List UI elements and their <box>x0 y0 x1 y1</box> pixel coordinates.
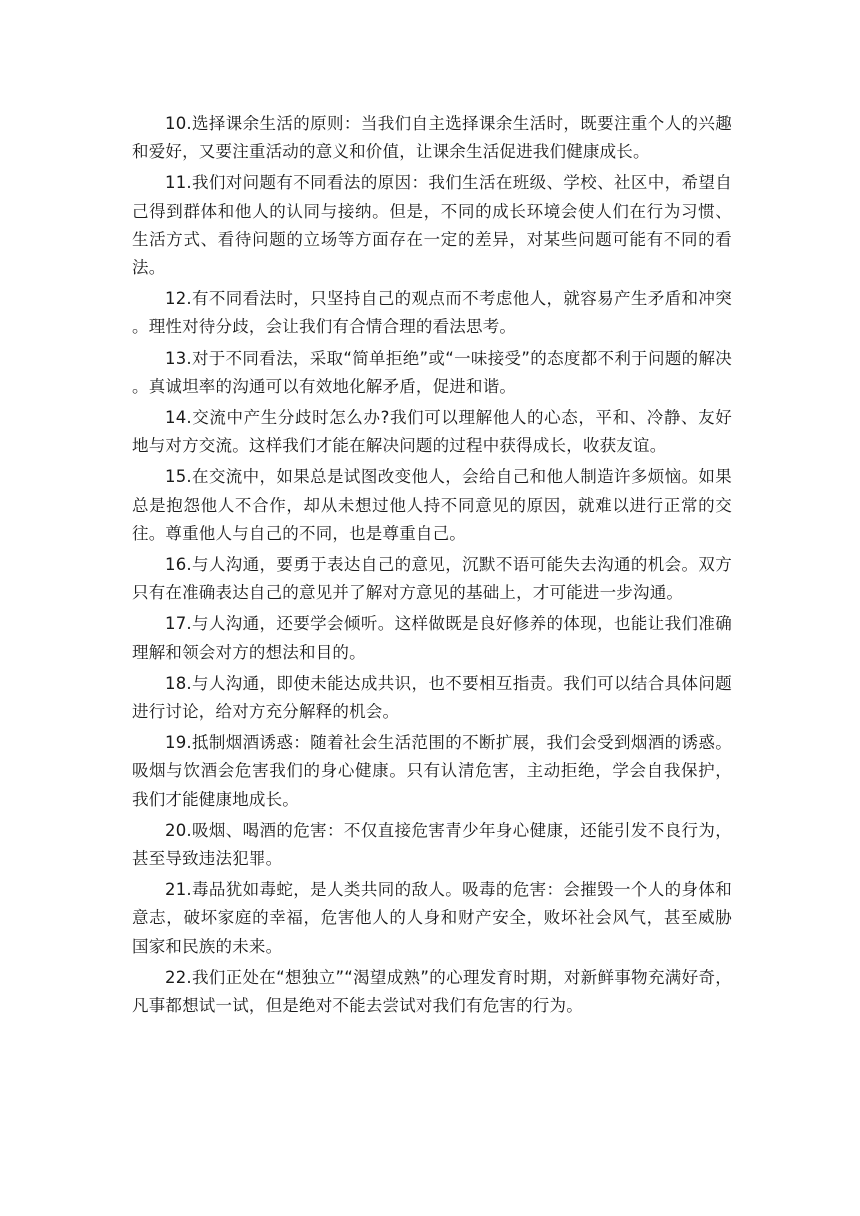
paragraph-13: 13.对于不同看法，采取“简单拒绝”或“一味接受”的态度都不利于问题的解决。真诚坦率的沟通可以有效地化解矛盾，促进和谐。 <box>132 348 732 396</box>
paragraph-17: 17.与人沟通，还要学会倾听。这样做既是良好修养的体现，也能让我们准确理解和领会对方的想法和目的。 <box>132 614 732 662</box>
paragraph-14: 14.交流中产生分歧时怎么办?我们可以理解他人的心态，平和、冷静、友好地与对方交流。这样我们才能在解决问题的过程中获得成长，收获友谊。 <box>132 408 732 456</box>
document-body <box>132 110 732 1023</box>
paragraph-15: 15.在交流中，如果总是试图改变他人，会给自己和他人制造许多烦恼。如果总是抱怨他人不合作，却从未想过他人持不同意见的原因，就难以进行正常的交往。尊重他人与自己的不同，也是尊重自己。 <box>132 467 732 543</box>
paragraph-20: 20.吸烟、喝酒的危害：不仅直接危害青少年身心健康，还能引发不良行为，甚至导致违法犯罪。 <box>132 820 732 869</box>
paragraph-22: 22.我们正处在“想独立”“渴望成熟”的心理发育时期，对新鲜事物充满好奇，凡事都想试一试，但是绝对不能去尝试对我们有危害的行为。 <box>132 967 732 1016</box>
paragraph-12: 12.有不同看法时，只坚持自己的观点而不考虑他人，就容易产生矛盾和冲突。理性对待分歧，会让我们有合情合理的看法思考。 <box>132 289 732 337</box>
paragraph-11: 11.我们对问题有不同看法的原因：我们生活在班级、学校、社区中，希望自己得到群体和他人的认同与接纳。但是，不同的成长环境会使人们在行为习惯、生活方式、看待问题的立场等方面存在一定的差异，对某些问题可能有不同的看法。 <box>132 173 732 278</box>
paragraph-21: 21.毒品犹如毒蛇，是人类共同的敌人。吸毒的危害：会摧毁一个人的身体和意志，破坏家庭的幸福，危害他人的人身和财产安全，败坏社会风气，甚至威胁国家和民族的未来。 <box>132 880 732 956</box>
paragraph-10: 10.选择课余生活的原则：当我们自主选择课余生活时，既要注重个人的兴趣和爱好，又要注重活动的意义和价值，让课余生活促进我们健康成长。 <box>132 114 732 162</box>
paragraph-18: 18.与人沟通，即使未能达成共识，也不要相互指责。我们可以结合具体问题进行讨论，给对方充分解释的机会。 <box>132 673 732 722</box>
paragraph-19: 19.抵制烟酒诱惑：随着社会生活范围的不断扩展，我们会受到烟酒的诱惑。吸烟与饮酒会危害我们的身心健康。只有认清危害，主动拒绝，学会自我保护，我们才能健康地成长。 <box>132 733 732 809</box>
paragraph-16: 16.与人沟通，要勇于表达自己的意见，沉默不语可能失去沟通的机会。双方只有在准确表达自己的意见并了解对方意见的基础上，才可能进一步沟通。 <box>132 555 732 603</box>
